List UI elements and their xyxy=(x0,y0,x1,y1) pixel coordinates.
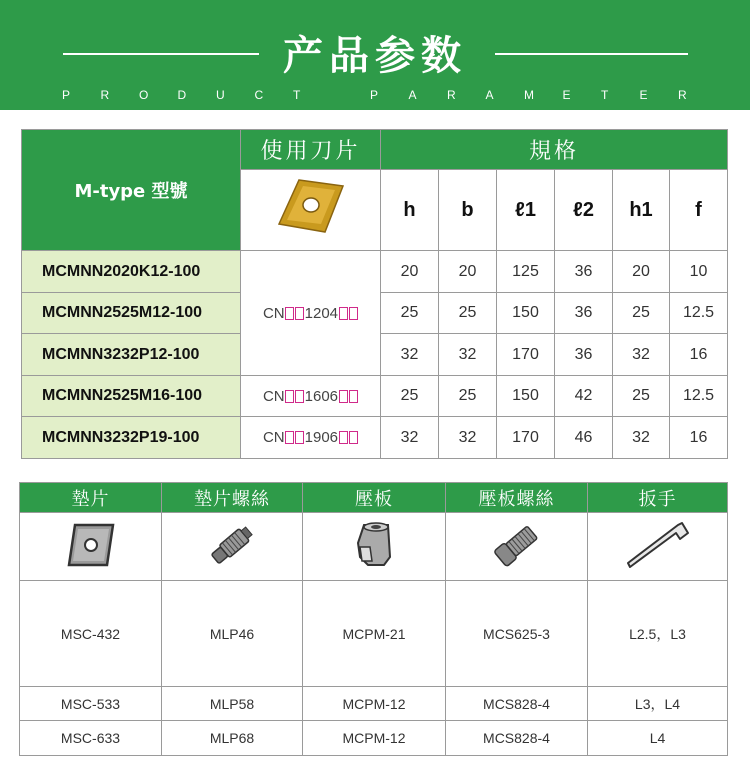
accessory-value-cell: MLP58 xyxy=(162,687,303,721)
banner-subtitle-letter: U xyxy=(216,88,225,102)
banner-subtitle-letter: A xyxy=(408,88,417,102)
insert-code-prefix: CN xyxy=(262,387,285,405)
accessory-header: 扳手 xyxy=(588,483,728,513)
missing-glyph xyxy=(339,307,348,320)
insert-code-prefix: CN xyxy=(262,429,285,446)
accessory-header: 壓板螺絲 xyxy=(446,483,588,513)
accessory-image-cell xyxy=(162,513,303,581)
spec-value-cell: 25 xyxy=(613,376,670,417)
accessory-header: 墊片 xyxy=(20,483,162,513)
spec-column-header: f xyxy=(670,170,728,251)
missing-glyph xyxy=(349,390,358,403)
missing-glyph xyxy=(349,307,358,320)
spec-value-cell: 10 xyxy=(670,251,728,293)
model-cell: MCMNN3232P12-100 xyxy=(22,334,241,376)
table-row xyxy=(20,581,728,687)
cnmg-insert-icon xyxy=(271,172,351,242)
spec-value-cell: 25 xyxy=(381,293,439,334)
accessory-value-cell: MCS828-4 xyxy=(446,687,588,721)
missing-glyph xyxy=(349,431,358,444)
banner xyxy=(0,0,750,110)
accessory-value-cell: MLP46 xyxy=(162,581,303,687)
spec-value-cell: 12.5 xyxy=(670,376,728,417)
accessory-header: 壓板 xyxy=(303,483,446,513)
spec-value-cell: 170 xyxy=(497,334,555,376)
spec-value-cell: 46 xyxy=(555,417,613,459)
table-row xyxy=(20,721,728,756)
insert-code-number: 1204 xyxy=(304,304,339,322)
accessory-header: 墊片螺絲 xyxy=(162,483,303,513)
accessory-image-cell xyxy=(20,513,162,581)
accessory-value-cell: MCPM-12 xyxy=(303,687,446,721)
insert-code-cell xyxy=(241,376,381,417)
banner-subtitle-letter: R xyxy=(100,88,110,102)
banner-subtitle-letter: T xyxy=(601,88,609,102)
spec-value-cell: 32 xyxy=(381,334,439,376)
banner-subtitle-letter: D xyxy=(177,88,187,102)
banner-title: 产品参数 xyxy=(283,33,467,79)
missing-glyph xyxy=(285,307,294,320)
spec-value-cell: 25 xyxy=(613,293,670,334)
insert-code-cell xyxy=(241,417,381,459)
spec-value-cell: 12.5 xyxy=(670,293,728,334)
spec-value-cell: 42 xyxy=(555,376,613,417)
banner-subtitle-letter: A xyxy=(485,88,494,102)
banner-subtitle-letter: T xyxy=(293,88,301,102)
spec-value-cell: 25 xyxy=(439,293,497,334)
banner-subtitle-letter: O xyxy=(139,88,149,102)
missing-glyph xyxy=(295,431,304,444)
spec-value-cell: 32 xyxy=(613,334,670,376)
accessory-value-cell: MCPM-12 xyxy=(303,721,446,756)
missing-glyph xyxy=(285,390,294,403)
accessory-value-cell: L2.5，L3 xyxy=(588,581,728,687)
spec-value-cell: 36 xyxy=(555,251,613,293)
missing-glyph xyxy=(285,431,294,444)
spec-value-cell: 170 xyxy=(497,417,555,459)
clamp-icon xyxy=(346,517,402,576)
table-row xyxy=(20,687,728,721)
model-cell: MCMNN3232P19-100 xyxy=(22,417,241,459)
spec-column-header: ℓ1 xyxy=(497,170,555,251)
hex-key-icon xyxy=(620,517,696,576)
banner-subtitle-letter: R xyxy=(678,88,687,102)
clamp-screw-icon xyxy=(487,517,547,576)
banner-subtitle-letter: C xyxy=(254,88,264,102)
spec-value-cell: 125 xyxy=(497,251,555,293)
spec-value-cell: 20 xyxy=(381,251,439,293)
spec-column-header: h1 xyxy=(613,170,670,251)
accessory-value-cell: L3，L4 xyxy=(588,687,728,721)
spec-value-cell: 20 xyxy=(439,251,497,293)
shim-screw-icon xyxy=(202,517,262,576)
accessory-value-cell: MSC-633 xyxy=(20,721,162,756)
banner-subtitle-letter: P xyxy=(370,88,379,102)
model-cell: MCMNN2525M12-100 xyxy=(22,293,241,334)
accessory-value-cell: MLP68 xyxy=(162,721,303,756)
accessory-image-cell xyxy=(303,513,446,581)
spec-value-cell: 32 xyxy=(381,417,439,459)
spec-column-header: h xyxy=(381,170,439,251)
banner-subtitle-letter: M xyxy=(524,88,534,102)
spec-header: 規格 xyxy=(381,130,728,170)
missing-glyph xyxy=(295,307,304,320)
spec-value-cell: 36 xyxy=(555,293,613,334)
accessory-image-cell xyxy=(446,513,588,581)
spec-value-cell: 25 xyxy=(381,376,439,417)
insert-code-prefix: CN xyxy=(262,304,285,322)
missing-glyph xyxy=(339,431,348,444)
insert-image-cell xyxy=(241,170,381,251)
model-cell: MCMNN2020K12-100 xyxy=(22,251,241,293)
table-row xyxy=(22,251,728,293)
insert-code-cell xyxy=(241,251,381,376)
table-row xyxy=(22,417,728,459)
spec-value-cell: 25 xyxy=(439,376,497,417)
spec-value-cell: 32 xyxy=(613,417,670,459)
model-cell: MCMNN2525M16-100 xyxy=(22,376,241,417)
missing-glyph xyxy=(339,390,348,403)
spec-value-cell: 16 xyxy=(670,417,728,459)
spec-value-cell: 36 xyxy=(555,334,613,376)
accessory-image-cell xyxy=(588,513,728,581)
insert-code-number: 1606 xyxy=(304,387,339,405)
accessory-value-cell: MCS625-3 xyxy=(446,581,588,687)
accessory-value-cell: L4 xyxy=(588,721,728,756)
spec-table xyxy=(21,129,728,459)
spec-value-cell: 16 xyxy=(670,334,728,376)
spec-column-header: b xyxy=(439,170,497,251)
banner-subtitle-letter: P xyxy=(62,88,71,102)
spec-column-header: ℓ2 xyxy=(555,170,613,251)
insert-code-number: 1906 xyxy=(304,429,339,446)
banner-subtitle-letter: R xyxy=(447,88,456,102)
accessory-value-cell: MCS828-4 xyxy=(446,721,588,756)
accessory-value-cell: MSC-432 xyxy=(20,581,162,687)
missing-glyph xyxy=(295,390,304,403)
banner-subtitle-letter: E xyxy=(639,88,648,102)
spec-value-cell: 150 xyxy=(497,376,555,417)
spec-value-cell: 32 xyxy=(439,417,497,459)
model-header: M-type 型號 xyxy=(22,130,241,251)
table-row xyxy=(22,376,728,417)
spec-value-cell: 150 xyxy=(497,293,555,334)
accessory-table xyxy=(19,482,728,756)
accessory-value-cell: MCPM-21 xyxy=(303,581,446,687)
shim-icon xyxy=(61,519,121,574)
insert-header: 使用刀片 xyxy=(241,130,381,170)
banner-subtitle-letter: E xyxy=(562,88,571,102)
spec-value-cell: 20 xyxy=(613,251,670,293)
accessory-value-cell: MSC-533 xyxy=(20,687,162,721)
spec-value-cell: 32 xyxy=(439,334,497,376)
